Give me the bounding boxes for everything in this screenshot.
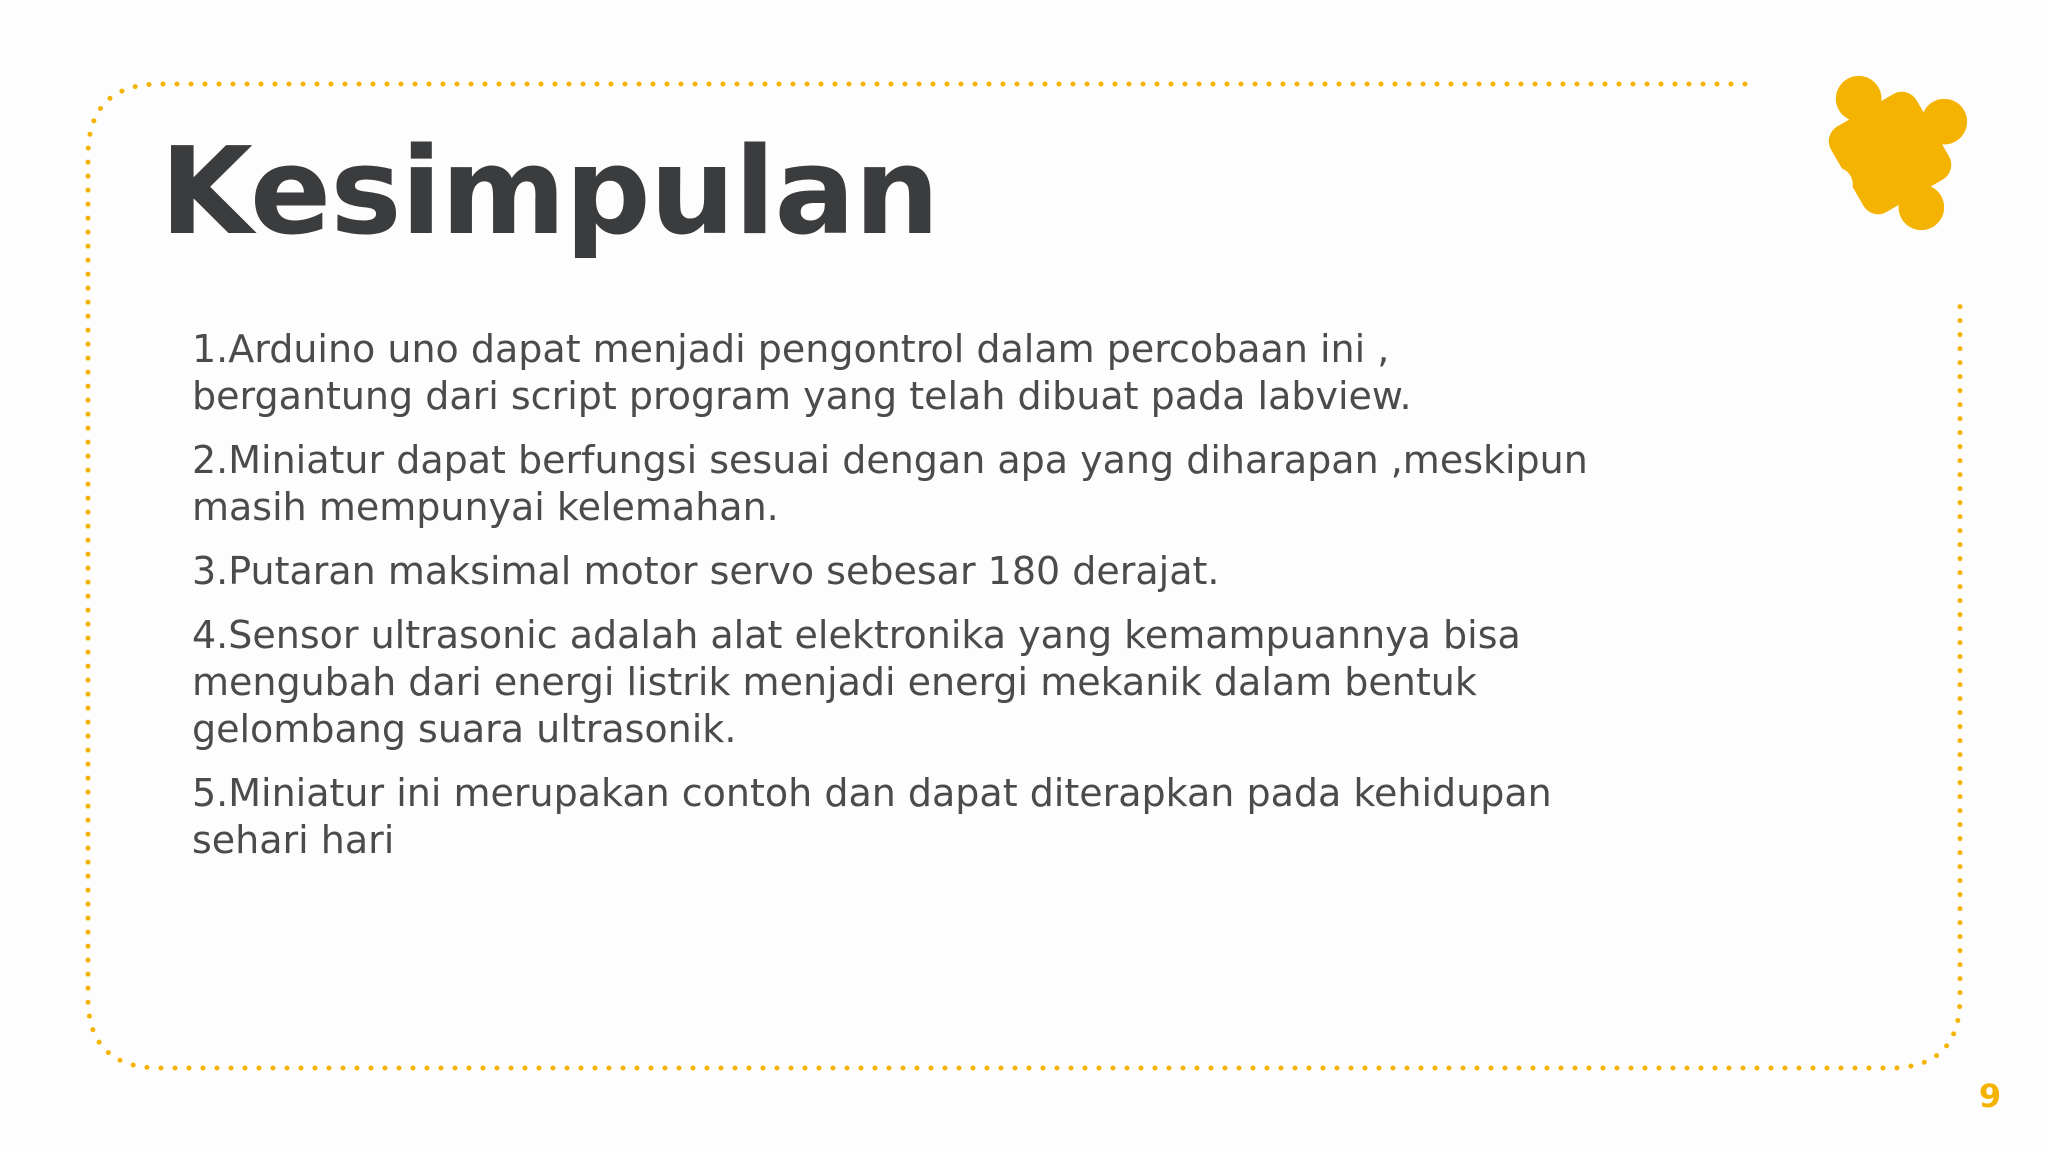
conclusion-point-4: 4.Sensor ultrasonic adalah alat elektronika yang kemampuannya bisa mengubah dari energi listrik menjadi energi mekanik dalam bentuk gelombang suara ultrasonik. [192,613,1521,751]
conclusion-point-3: 3.Putaran maksimal motor servo sebesar 180 derajat. [192,549,1220,593]
slide-title: Kesimpulan [160,123,939,262]
conclusion-point-5: 5.Miniatur ini merupakan contoh dan dapat diterapkan pada kehidupan sehari hari [192,771,1552,862]
conclusion-point-2: 2.Miniatur dapat berfungsi sesuai dengan apa yang diharapan ,meskipun masih mempunyai kelemahan. [192,438,1588,529]
page-number: 9 [1978,1077,2002,1115]
conclusion-point-1: 1.Arduino uno dapat menjadi pengontrol dalam percobaan ini , bergantung dari script program yang telah dibuat pada labview. [192,327,1412,418]
puzzle-piece-icon [1795,58,1985,248]
conclusion-list [192,326,1592,881]
